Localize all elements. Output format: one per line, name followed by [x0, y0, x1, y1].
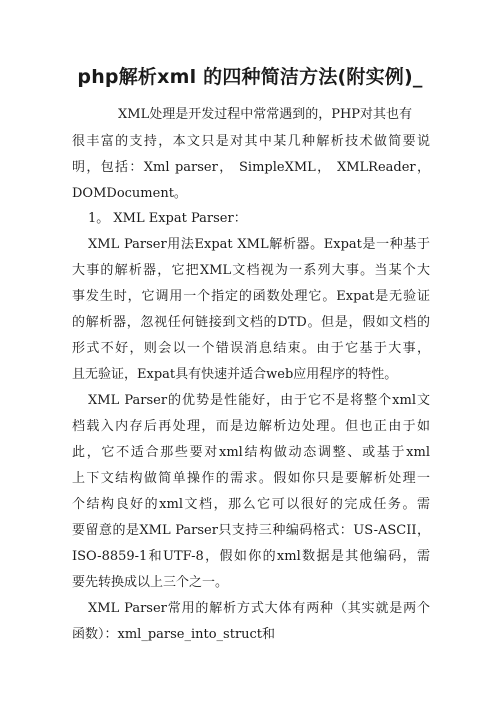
- text-line: XML Parser的优势是性能好，由于它不是将整个xml文: [88, 393, 430, 408]
- text-line: 的解析器，忽视任何链接到文档的DTD。但是，假如文档的: [72, 315, 430, 330]
- text-line: 事发生时，它调用一个指定的函数处理它。Expat是无验证: [72, 289, 430, 304]
- text-line: 形式不好，则会以一个错误消息结束。由于它基于大事，: [72, 341, 430, 356]
- page-title: php解析xml 的四种简洁方法(附实例)_: [77, 66, 423, 88]
- text-line: 明，包括：Xml parser， SimpleXML， XMLReader，: [72, 160, 430, 175]
- text-line: ISO-8859-1和UTF-8，假如你的xml数据是其他编码，需: [72, 549, 430, 564]
- text-line: 大事的解析器，它把XML文档视为一系列大事。当某个大: [72, 263, 430, 278]
- text-line: 上下文结构做简单操作的需求。假如你只是要解析处理一: [72, 471, 430, 486]
- text-line: XML处理是开发过程中常常遇到的，PHP对其也有: [118, 107, 413, 122]
- text-line: XML Parser用法Expat XML解析器。Expat是一种基于: [88, 237, 430, 252]
- text-line: 函数）：xml_parse_into_struct和: [72, 627, 276, 642]
- text-line: 要留意的是XML Parser只支持三种编码格式：US-ASCII，: [72, 523, 430, 538]
- text-line: 此，它不适合那些要对xml结构做动态调整、或基于xml: [72, 445, 430, 460]
- text-line: 1。 XML Expat Parser：: [88, 211, 247, 226]
- text-line: 且无验证，Expat具有快速并适合web应用程序的特性。: [72, 367, 398, 382]
- text-line: XML Parser常用的解析方式大体有两种（其实就是两个: [88, 601, 430, 616]
- text-line: DOMDocument。: [72, 186, 187, 201]
- text-line: 要先转换成以上三个之一。: [72, 575, 229, 590]
- text-line: 个结构良好的xml文档，那么它可以很好的完成任务。需: [72, 497, 430, 512]
- text-line: 很丰富的支持，本文只是对其中某几种解析技术做简要说: [72, 134, 430, 149]
- text-line: 档载入内存后再处理，而是边解析边处理。但也正由于如: [72, 419, 430, 434]
